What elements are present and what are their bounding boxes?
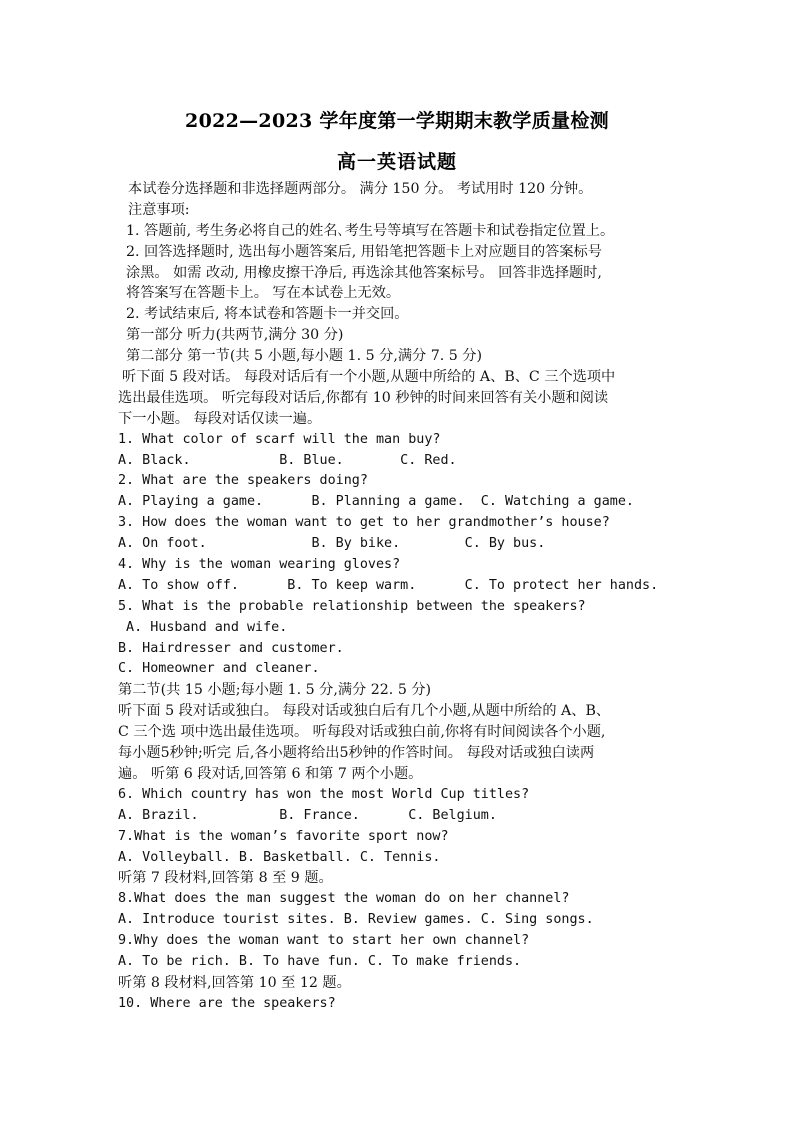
text-line: B. Hairdresser and customer. [118,640,344,656]
text-line: 本试卷分选择题和非选择题两部分。 满分 150 分。 考试用时 120 分钟。 [128,181,593,197]
text-line: A. Husband and wife. [118,619,288,635]
text-line: A. Black. B. Blue. C. Red. [118,452,457,468]
text-line: 2. 回答选择题时, 选出每小题答案后, 用铅笔把答题卡上对应题目的答案标号 [126,243,602,260]
text-line: A. To show off. B. To keep warm. C. To protect her hands. [118,577,659,593]
text-line: 涂黑。 如需 改动, 用橡皮擦干净后, 再选涂其他答案标号。 回答非选择题时, [126,264,602,281]
text-line: 1. What color of scarf will the man buy? [118,431,441,447]
text-line: 7.What is the woman’s favorite sport now? [118,828,449,844]
text-line: C 三个选 项中选出最佳选项。 听每段对话或独白前,你将有时间阅读各个小题, [118,724,606,741]
text-line: 听下面 5 段对话或独白。 每段对话或独白后有几个小题,从题中所给的 A、B、 [118,703,611,720]
text-line: 5. What is the probable relationship between the speakers? [118,598,586,614]
text-line: 第一部分 听力(共两节,满分 30 分) [126,327,344,344]
text-line: 10. Where are the speakers? [118,995,336,1011]
text-line: 选出最佳选项。 听完每段对话后,你都有 10 秒钟的时间来回答有关小题和阅读 [118,389,609,406]
text-line: 第二部分 第一节(共 5 小题,每小题 1. 5 分,满分 7. 5 分) [126,348,483,365]
text-line: 9.Why does the woman want to start her own channel? [118,933,530,949]
exam-subtitle: 高一英语试题 [336,151,457,173]
text-line: A. On foot. B. By bike. C. By bus. [118,536,546,552]
text-line: 将答案写在答题卡上。 写在本试卷上无效。 [126,285,401,302]
exam-body [118,179,688,1015]
text-line: 4. Why is the woman wearing gloves? [118,557,401,573]
text-line: A. Volleyball. B. Basketball. C. Tennis. [118,849,441,865]
text-line: A. Playing a game. B. Planning a game. C. Watching a game. [118,494,634,510]
text-line: 听第 8 段材料,回答第 10 至 12 题。 [118,974,351,991]
exam-title: 2022—2023 学年度第一学期期末教学质量检测 [185,110,609,132]
text-line: 6. Which country has won the most World Cup titles? [118,786,530,802]
text-line: 3. How does the woman want to get to her grandmother’s house? [118,515,610,531]
text-line: 听下面 5 段对话。 每段对话后有一个小题,从题中所给的 A、B、C 三个选项中 [122,369,616,386]
text-line: 下一小题。 每段对话仅读一遍。 [118,410,322,427]
text-line: 听第 7 段材料,回答第 8 至 9 题。 [118,870,333,887]
text-line: 第二节(共 15 小题;每小题 1. 5 分,满分 22. 5 分) [118,682,432,699]
text-line: A. To be rich. B. To have fun. C. To make friends. [118,953,522,969]
text-line: 遍。 听第 6 段对话,回答第 6 和第 7 两个小题。 [118,765,423,782]
text-line: 8.What does the man suggest the woman do on her channel? [118,891,570,907]
text-line: C. Homeowner and cleaner. [118,661,320,677]
text-line: 每小题5秒钟;听完 后,各小题将给出5秒钟的作答时间。 每段对话或独白读两 [118,745,595,762]
text-line: A. Introduce tourist sites. B. Review games. C. Sing songs. [118,912,594,928]
text-line: 1. 答题前, 考生务必将自己的姓名､考生号等填写在答题卡和试卷指定位置上。 [126,222,615,239]
text-line: A. Brazil. B. France. C. Belgium. [118,807,497,823]
text-line: 2. 考试结束后, 将本试卷和答题卡一并交回。 [126,306,409,323]
text-line: 注意事项: [128,201,190,218]
text-line: 2. What are the speakers doing? [118,473,368,489]
